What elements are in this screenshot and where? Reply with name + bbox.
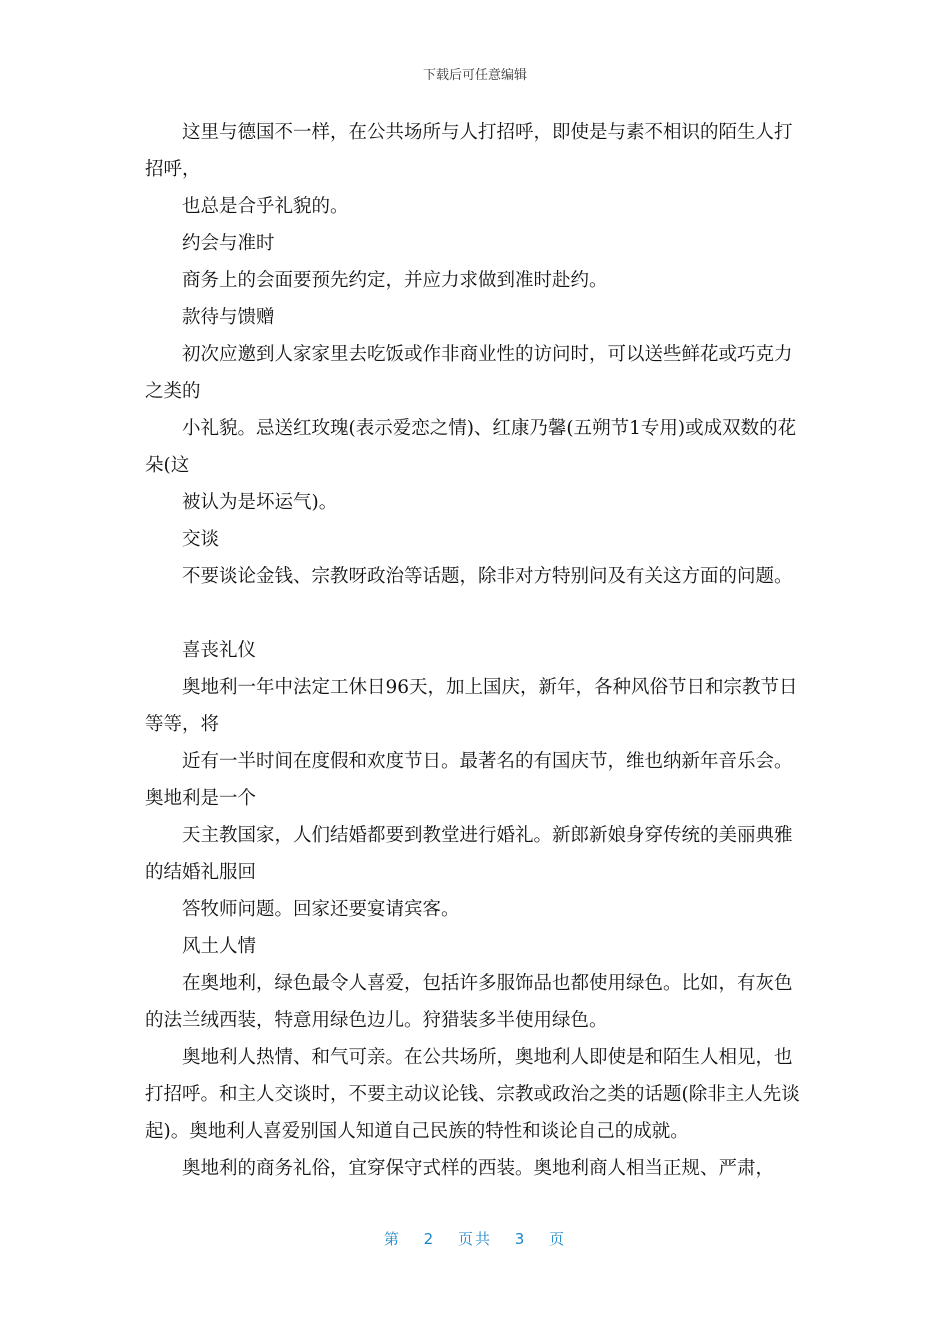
footer-total-pages: 3: [514, 1230, 527, 1248]
document-body: [145, 114, 810, 1187]
section-heading: 约会与准时: [182, 233, 275, 254]
paragraph: 天主教国家，人们结婚都要到教堂进行婚礼。新郎新娘身穿传统的美丽典雅的结婚礼服回: [145, 825, 793, 883]
paragraph: 答牧师问题。回家还要宴请宾客。: [182, 899, 460, 920]
footer-label-end: 页: [549, 1230, 567, 1248]
page-header: 下载后可任意编辑: [422, 68, 527, 83]
paragraph: 在奥地利，绿色最令人喜爱，包括许多服饰品也都使用绿色。比如，有灰色的法兰绒西装，特意用绿色边儿。狩猎装多半使用绿色。: [145, 973, 793, 1031]
footer-current-page: 2: [423, 1230, 436, 1248]
paragraph: 商务上的会面要预先约定，并应力求做到准时赴约。: [182, 270, 608, 291]
paragraph: 被认为是坏运气)。: [182, 492, 338, 513]
paragraph: 这里与德国不一样，在公共场所与人打招呼，即使是与素不相识的陌生人打招呼，: [145, 122, 793, 180]
section-heading: 风土人情: [182, 936, 257, 957]
footer-label-of: 页共: [457, 1230, 492, 1248]
page-footer: [0, 1228, 950, 1249]
section-heading: 喜丧礼仪: [182, 640, 257, 661]
paragraph: 奥地利一年中法定工休日96天，加上国庆，新年，各种风俗节日和宗教节日等等，将: [145, 677, 798, 735]
footer-label-page: 第: [383, 1230, 401, 1248]
paragraph: 不要谈论金钱、宗教呀政治等话题，除非对方特别问及有关这方面的问题。: [182, 566, 793, 587]
paragraph: 也总是合乎礼貌的。: [182, 196, 349, 217]
section-heading: 款待与馈赠: [182, 307, 275, 328]
paragraph: 奥地利人热情、和气可亲。在公共场所，奥地利人即使是和陌生人相见，也打招呼。和主人交谈时，不要主动议论钱、宗教或政治之类的话题(除非主人先谈起)。奥地利人喜爱别国人知道自己民族的特性和谈论自己的成就。: [145, 1047, 800, 1142]
paragraph: 奥地利的商务礼俗，宜穿保守式样的西装。奥地利商人相当正规、严肃，: [182, 1158, 775, 1179]
paragraph: 初次应邀到人家家里去吃饭或作非商业性的访问时，可以送些鲜花或巧克力之类的: [145, 344, 793, 402]
section-heading: 交谈: [182, 529, 220, 550]
paragraph: 小礼貌。忌送红玫瑰(表示爱恋之情)、红康乃馨(五朔节1专用)或成双数的花朵(这: [145, 418, 797, 476]
paragraph: 近有一半时间在度假和欢度节日。最著名的有国庆节，维也纳新年音乐会。奥地利是一个: [145, 751, 793, 809]
